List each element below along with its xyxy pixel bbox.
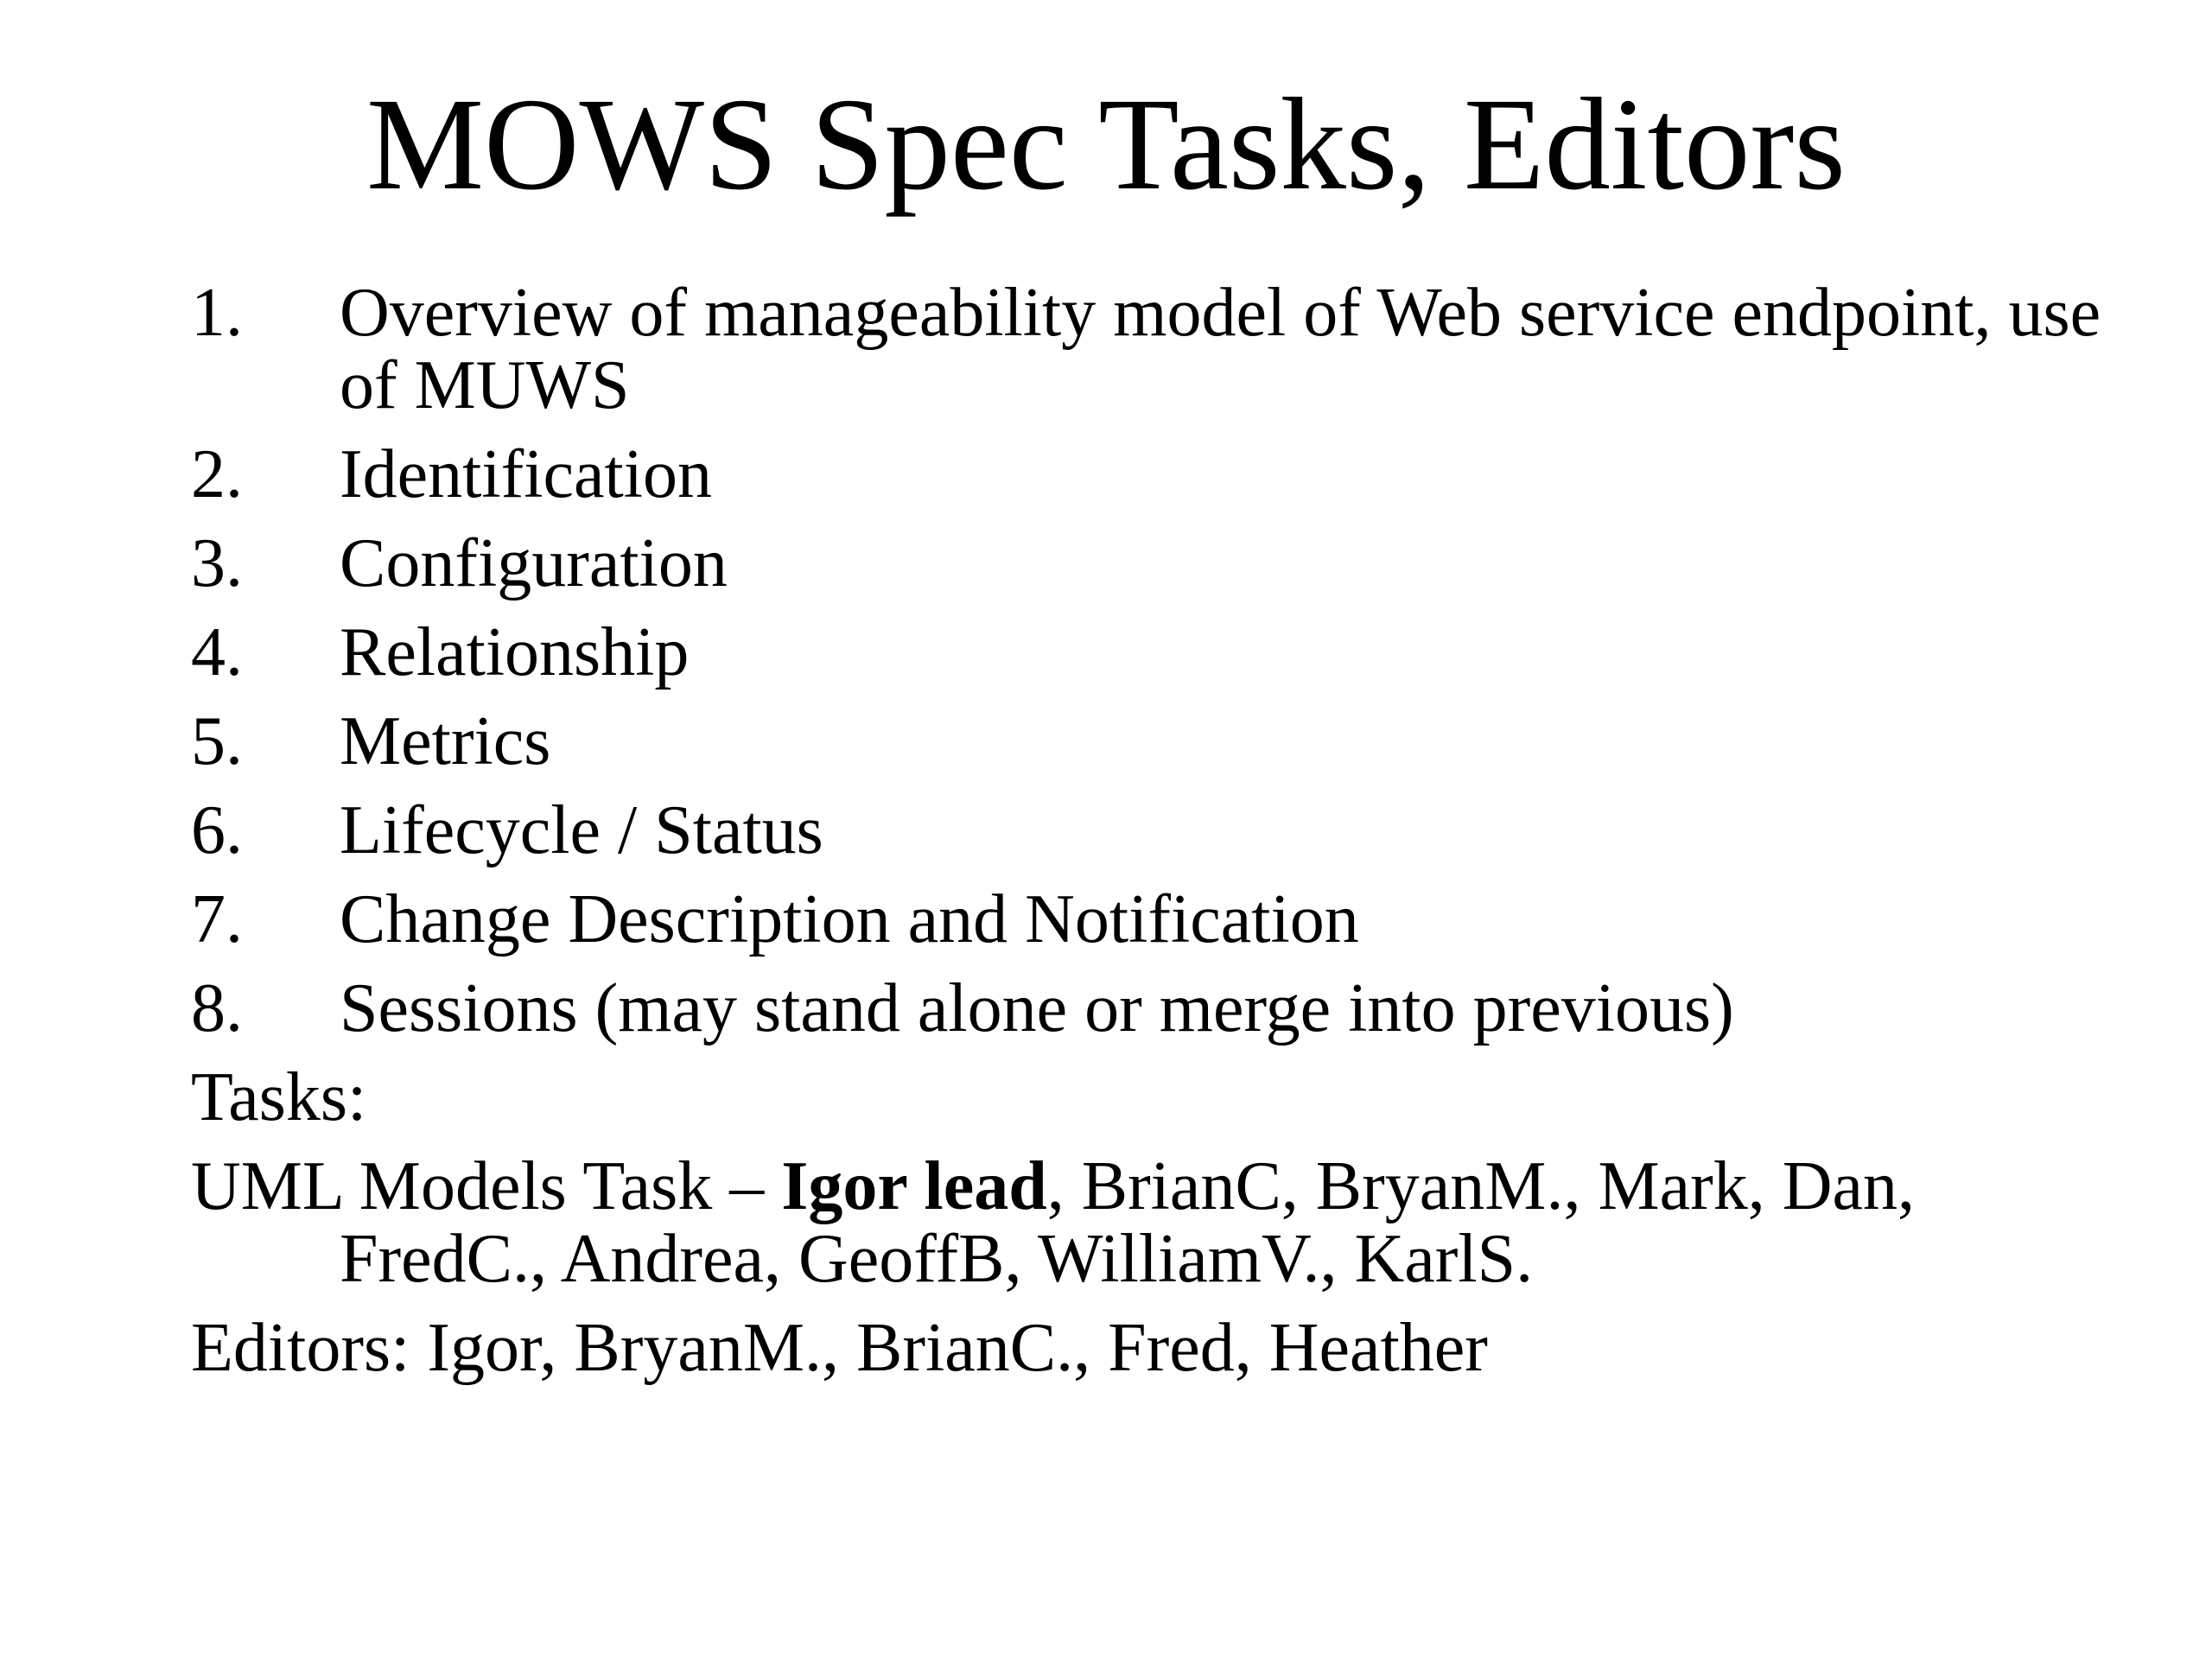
list-item [191, 883, 2126, 956]
list-item-text: Relationship [340, 614, 690, 690]
list-item-number: 1. [191, 275, 243, 351]
list-item-number: 4. [191, 614, 243, 690]
list-item [191, 276, 2126, 422]
list-item-text: Lifecycle / Status [340, 792, 823, 868]
list-item-number: 2. [191, 436, 243, 512]
uml-task-members: , BrianC, BryanM., Mark, Dan, FredC., Andrea, GeoffB, WilliamV., KarlS. [340, 1148, 1915, 1297]
list-item-number: 8. [191, 970, 243, 1046]
list-item [191, 705, 2126, 778]
list-item-text: Change Description and Notification [340, 881, 1359, 957]
list-item-text: Sessions (may stand alone or merge into previous) [340, 970, 1734, 1046]
list-item-number: 5. [191, 703, 243, 779]
list-item-text: Identification [340, 436, 712, 512]
list-item [191, 972, 2126, 1045]
slide-title: MOWS Spec Tasks, Editors [366, 72, 1846, 218]
list-item-text: Overview of manageability model of Web service endpoint, use of MUWS [340, 275, 2101, 423]
list-item-text: Configuration [340, 525, 728, 601]
list-item [191, 794, 2126, 867]
uml-models-task [191, 1150, 2126, 1295]
list-item [191, 616, 2126, 689]
uml-task-prefix: UML Models Task – [191, 1148, 782, 1224]
editors-line: Editors: Igor, BryanM., BrianC., Fred, Heather [191, 1310, 1488, 1386]
list-item-number: 6. [191, 792, 243, 868]
list-item-text: Metrics [340, 703, 551, 779]
list-item [191, 527, 2126, 600]
list-item-number: 3. [191, 525, 243, 601]
tasks-label: Tasks: [191, 1059, 367, 1135]
list-item [191, 438, 2126, 511]
uml-task-lead: Igor lead [781, 1148, 1047, 1224]
list-item-number: 7. [191, 881, 243, 957]
slide-body [191, 276, 2126, 1401]
